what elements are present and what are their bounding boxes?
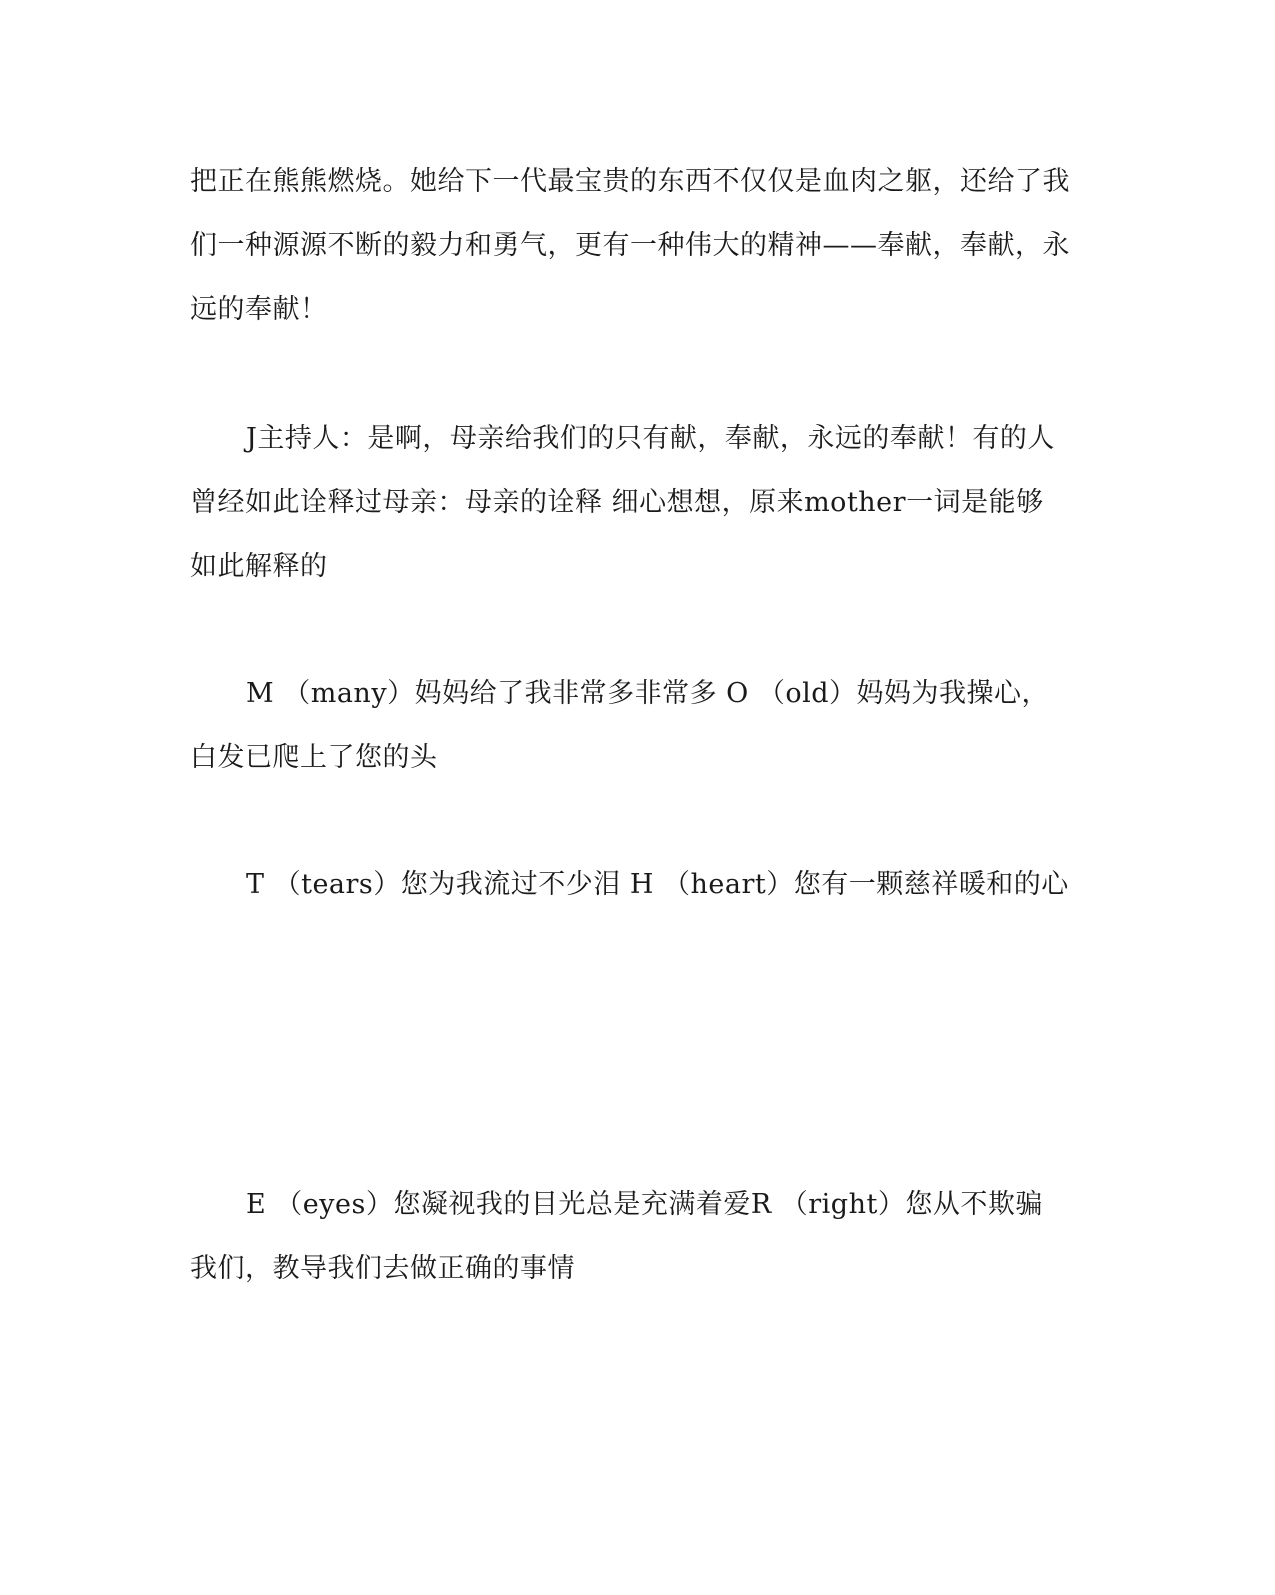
paragraph-dedication: 把正在熊熊燃烧。她给下一代最宝贵的东西不仅仅是血肉之躯，还给了我们一种源源不断的毅力和勇气，更有一种伟大的精神——奉献，奉献，永远的奉献！ bbox=[190, 166, 1070, 325]
paragraph-e-r: E （eyes）您凝视我的目光总是充满着爱R （right）您从不欺骗我们，教导我们去做正确的事情 bbox=[190, 1189, 1043, 1284]
paragraph-t-h: T （tears）您为我流过不少泪 H （heart）您有一颗慈祥暖和的心 bbox=[246, 869, 1069, 900]
paragraph-m-o: M （many）妈妈给了我非常多非常多 O （old）妈妈为我操心，白发已爬上了您的头 bbox=[190, 678, 1050, 773]
paragraph-host-mother-meaning: J主持人：是啊，母亲给我们的只有献，奉献，永远的奉献！有的人曾经如此诠释过母亲：母亲的诠释 细心想想，原来mother一词是能够如此解释的 bbox=[190, 423, 1055, 582]
